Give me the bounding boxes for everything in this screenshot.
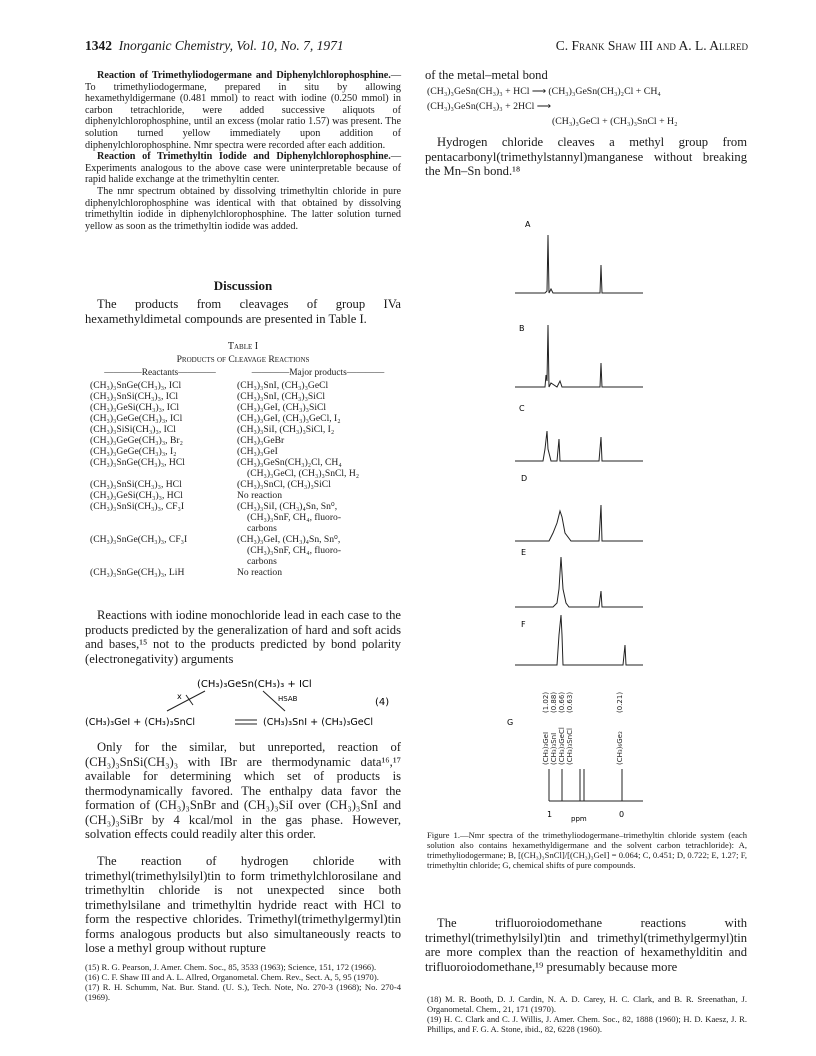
compound-label-4: (CH₃)₃SnCl	[566, 728, 574, 765]
table-cell-reactants: (CH₃)₃GeGe(CH₃)₃, I₂	[90, 446, 177, 457]
table-row	[90, 424, 359, 435]
table-cell-reactants: (CH₃)₃GeGe(CH₃)₃, ICl	[90, 413, 183, 424]
table-cell-products: No reaction	[237, 567, 283, 578]
footnote-15: (15) R. G. Pearson, J. Amer. Chem. Soc., 85, 3533 (1963); Science, 151, 172 (1966).	[85, 962, 377, 972]
scheme-products-left: (CH₃)₃GeI + (CH₃)₃SnCl	[85, 717, 196, 728]
equation-2a: (CH₃)₃GeSn(CH₃)₃ + 2HCl ⟶	[427, 101, 551, 112]
axis-tick-1: 1	[547, 810, 553, 819]
footnote-16: (16) C. F. Shaw III and A. L. Allred, Organometal. Chem. Rev., Sect. A, 5, 95 (1970).	[85, 972, 379, 982]
scheme-arrow-left	[167, 691, 205, 711]
table-cell-reactants: (CH₃)₃SiSi(CH₃)₃, ICl	[90, 424, 176, 435]
discussion-heading: Discussion	[213, 278, 273, 293]
spectrum-e	[515, 557, 643, 607]
experimental-paragraph-2	[85, 151, 401, 186]
shift-value-2: (0.88)	[550, 691, 558, 713]
shift-value-1: (1.02)	[542, 691, 550, 713]
products-table	[90, 380, 359, 578]
thermodynamic-paragraph: Only for the similar, but unreported, reaction of (CH₃)₃SnSi(CH₃)₃ with IBr are thermodynamic data¹⁶,¹⁷ available for determining which set of products is thermodynamically favored. The enthalpy data favor the formation of (CH₃)₃SnBr and (CH₃)₃SiI over (CH₃)₃SnI and (CH₃)₃SiBr by 4 kcal/mol in the gas phase. However, solvation effects could readily alter this order.	[85, 740, 401, 841]
label-a: A	[525, 220, 531, 229]
experimental-text-1: —To trimethyliodogermane, prepared in situ by allowing hexamethyldigermane (0.481 mmol) to react with iodine (0.250 mmol) in carbon tetrachloride, were added successive aliquots of diphenylchlorophosphine, until an excess (molar ratio 1.57) was present. The solution turned yellow immediately upon addition of diphenylchlorophosphine. Nmr spectra were recorded after each addition.	[85, 70, 401, 151]
compound-label-3: (CH₃)₃GeCl	[558, 727, 566, 765]
scheme-products-right: (CH₃)₃SnI + (CH₃)₃GeCl	[263, 717, 374, 728]
table-row	[90, 501, 359, 512]
table-cell-reactants: (CH₃)₃SnGe(CH₃)₃, HCl	[90, 457, 185, 468]
footnotes-left	[85, 962, 401, 1002]
table-cell-reactants: (CH₃)₃GeSi(CH₃)₃, HCl	[90, 490, 183, 501]
scheme-x: x	[177, 692, 182, 701]
table-row	[90, 391, 359, 402]
label-c: C	[519, 404, 525, 413]
spectrum-a	[515, 235, 643, 293]
shift-value-3: (0.66)	[558, 691, 566, 713]
axis-unit-ppm: ppm	[571, 815, 587, 823]
table-title: Table I	[227, 341, 259, 352]
page-header-authors: C. Frank Shaw III and A. L. Allred	[555, 38, 748, 53]
table-row	[90, 380, 359, 391]
table-row	[90, 435, 359, 446]
table-cell-reactants	[90, 556, 237, 567]
table-cell-products: (CH₃)₃SnI, (CH₃)₃GeCl	[237, 380, 329, 391]
table-cell-products: (CH₃)₃GeI, (CH₃)₃GeCl, I₂	[237, 413, 341, 424]
label-d: D	[521, 474, 528, 483]
label-g: G	[507, 718, 514, 727]
table-row	[90, 413, 359, 424]
footnote-19: (19) H. C. Clark and C. J. Willis, J. Amer. Chem. Soc., 82, 1888 (1960); H. D. Kaesz, J. R. Phillips, and F. G. A. Stone, ibid., 82, 6228 (1960).	[427, 1014, 747, 1034]
equation-1: (CH₃)₃GeSn(CH₃)₃ + HCl ⟶ (CH₃)₃GeSn(CH₃)₂Cl + CH₄	[427, 86, 661, 97]
table-cell-products: carbons	[247, 523, 277, 534]
label-e: E	[521, 548, 527, 557]
table-cell-reactants: (CH₃)₃SnSi(CH₃)₃, HCl	[90, 479, 182, 490]
compound-label-1: (CH₃)₃GeI	[542, 731, 550, 765]
table-row	[90, 468, 359, 479]
table-cell-reactants: (CH₃)₃SnGe(CH₃)₃, ICl	[90, 380, 182, 391]
discussion-paragraph: The products from cleavages of group IVa hexamethyldimetal compounds are presented in Table I.	[85, 297, 401, 326]
reaction-scheme	[85, 675, 405, 733]
table-cell-reactants: (CH₃)₃SnGe(CH₃)₃, LiH	[90, 567, 185, 578]
table-row	[90, 457, 359, 468]
table-row	[90, 556, 359, 567]
nmr-figure	[505, 205, 685, 830]
table-cell-reactants: (CH₃)₃SnSi(CH₃)₃, CF₃I	[90, 501, 185, 512]
spectrum-b	[515, 325, 643, 387]
footnote-18: (18) M. R. Booth, D. J. Cardin, N. A. D. Carey, H. C. Clark, and B. R. Sreenathan, J. Organometal. Chem., 21, 171 (1970).	[427, 994, 747, 1014]
mn-sn-paragraph: Hydrogen chloride cleaves a methyl group from pentacarbonyl(trimethylstannyl)manganese without breaking the Mn–Sn bond.¹⁸	[425, 135, 747, 178]
table-head-products: ————Major products————	[251, 368, 385, 378]
table-cell-products: carbons	[247, 556, 277, 567]
table-cell-products: (CH₃)₃SnF, CH₄, fluoro-	[247, 512, 342, 523]
page-number: 1342	[85, 38, 112, 53]
table-cell-products: (CH₃)₃GeI, (CH₃)₃SiCl	[237, 402, 327, 413]
footnote-17: (17) R. H. Schumm, Nat. Bur. Stand. (U. S.), Tech. Note, No. 270-3 (1968); No. 270-4 (1969).	[85, 982, 401, 1002]
table-row	[90, 402, 359, 413]
table-cell-products: (CH₃)₃SiI, (CH₃)₄Sn, Sn⁰,	[237, 501, 338, 512]
experimental-heading-1: Reaction of Trimethyliodogermane and Diphenylchlorophosphine.	[97, 70, 391, 81]
table-head-reactants: ————Reactants————	[104, 368, 216, 378]
journal-title: Inorganic Chemistry, Vol. 10, No. 7, 1971	[118, 38, 344, 53]
table-row	[90, 534, 359, 545]
experimental-paragraph-3: The nmr spectrum obtained by dissolving trimethyltin chloride in pure diphenylchlorophosphine was identical with that obtained by dissolving trimethyltin iodide in diphenylchlorophosphine. The latter solution turned yellow as soon as the trimethyltin iodide was added.	[85, 185, 401, 232]
left-column	[85, 70, 401, 232]
table-cell-products: No reaction	[237, 490, 283, 501]
table-row	[90, 512, 359, 523]
metal-bond-text: of the metal–metal bond	[425, 68, 548, 82]
figure-caption: Figure 1.—Nmr spectra of the trimethyliodogermane–trimethyltin chloride system (each solution also contains hexamethyldigermane and the solvent carbon tetrachloride): A, trimethyliodogermane; B, [(CH₃)₃SnCl]/[(CH₃)₃GeI] = 0.064; C, 0.451; D, 0.722; E, 1.27; F, trimethyltin chloride; G, chemical shifts of pure compounds.	[427, 830, 747, 870]
spectrum-f	[515, 615, 643, 665]
table-cell-reactants: (CH₃)₃SnSi(CH₃)₃, ICl	[90, 391, 179, 402]
table-cell-products: (CH₃)₃SnI, (CH₃)₃SiCl	[237, 391, 326, 402]
equation-2b: (CH₃)₃GeCl + (CH₃)₃SnCl + H₂	[552, 116, 678, 127]
table-cell-products: (CH₃)₃SnCl, (CH₃)₃SiCl	[237, 479, 331, 490]
table-cell-reactants	[90, 512, 237, 523]
table-cell-reactants	[90, 468, 237, 479]
experimental-text-2: —Experiments analogous to the above case were uninterpretable because of rapid halide exchange at the trimethyltin center.	[85, 151, 401, 186]
scheme-equation-number: (4)	[375, 697, 390, 708]
table-cell-reactants	[90, 523, 237, 534]
label-b: B	[519, 324, 525, 333]
table-cell-reactants	[90, 545, 237, 556]
spectrum-d	[515, 505, 643, 541]
page-header-left	[85, 38, 344, 54]
label-f: F	[521, 620, 526, 629]
table-caption: Products of Cleavage Reactions	[176, 354, 310, 365]
scheme-reactants: (CH₃)₃GeSn(CH₃)₃ + ICl	[197, 679, 312, 690]
table-row	[90, 479, 359, 490]
table-cell-products: (CH₃)₃GeBr	[237, 435, 285, 446]
table-row	[90, 567, 359, 578]
footnotes-right	[427, 994, 747, 1034]
spectrum-c	[515, 431, 643, 461]
table-cell-products: (CH₃)₃GeCl, (CH₃)₃SnCl, H₂	[247, 468, 360, 479]
compound-label-5: (CH₃)₆Ge₂	[616, 731, 624, 765]
cf3i-paragraph: The trifluoroiodomethane reactions with trimethyl(trimethylsilyl)tin and trimethyl(trimethylgermyl)tin are more complex than the reaction of hexamethylditin and trifluoroiodomethane,¹⁹ presumably because more	[425, 916, 747, 974]
table-cell-reactants: (CH₃)₃GeGe(CH₃)₃, Br₂	[90, 435, 183, 446]
table-cell-products: (CH₃)₃GeSn(CH₃)₂Cl, CH₄	[237, 457, 342, 468]
compound-label-2: (CH₃)₃SnI	[550, 732, 558, 765]
table-cell-reactants: (CH₃)₃GeSi(CH₃)₃, ICl	[90, 402, 180, 413]
table-row	[90, 545, 359, 556]
hcl-paragraph: The reaction of hydrogen chloride with trimethyl(trimethylsilyl)tin to form trimethylchlorosilane and trimethyltin chloride is not unexpected since both trimethylsilane and trimethyltin hydride react with HCl to form the respective chlorides. Trimethyl(trimethylgermyl)tin forms analogous products but also simultaneously reacts to lose a methyl group without rupture	[85, 854, 401, 955]
table-cell-reactants: (CH₃)₃SnGe(CH₃)₃, CF₃I	[90, 534, 188, 545]
hsab-paragraph: Reactions with iodine monochloride lead in each case to the products predicted by the generalization of hard and soft acids and bases,¹⁵ not to the products predicted by bond polarity (electronegativity) arguments	[85, 608, 401, 666]
shift-value-5: (0.21)	[616, 691, 624, 713]
experimental-paragraph-1	[85, 70, 401, 151]
scheme-hsab: HSAB	[278, 695, 298, 703]
table-cell-products: (CH₃)₃GeI	[237, 446, 278, 457]
table-row	[90, 490, 359, 501]
shift-value-4: (0.63)	[566, 691, 574, 713]
table-row	[90, 523, 359, 534]
table-cell-products: (CH₃)₃SiI, (CH₃)₃SiCl, I₂	[237, 424, 335, 435]
table-cell-products: (CH₃)₃SnF, CH₄, fluoro-	[247, 545, 342, 556]
experimental-heading-2: Reaction of Trimethyltin Iodide and Diphenylchlorophosphine.	[97, 151, 391, 163]
table-row	[90, 446, 359, 457]
axis-tick-0: 0	[619, 810, 625, 819]
table-cell-products: (CH₃)₃GeI, (CH₃)₄Sn, Sn⁰,	[237, 534, 341, 545]
